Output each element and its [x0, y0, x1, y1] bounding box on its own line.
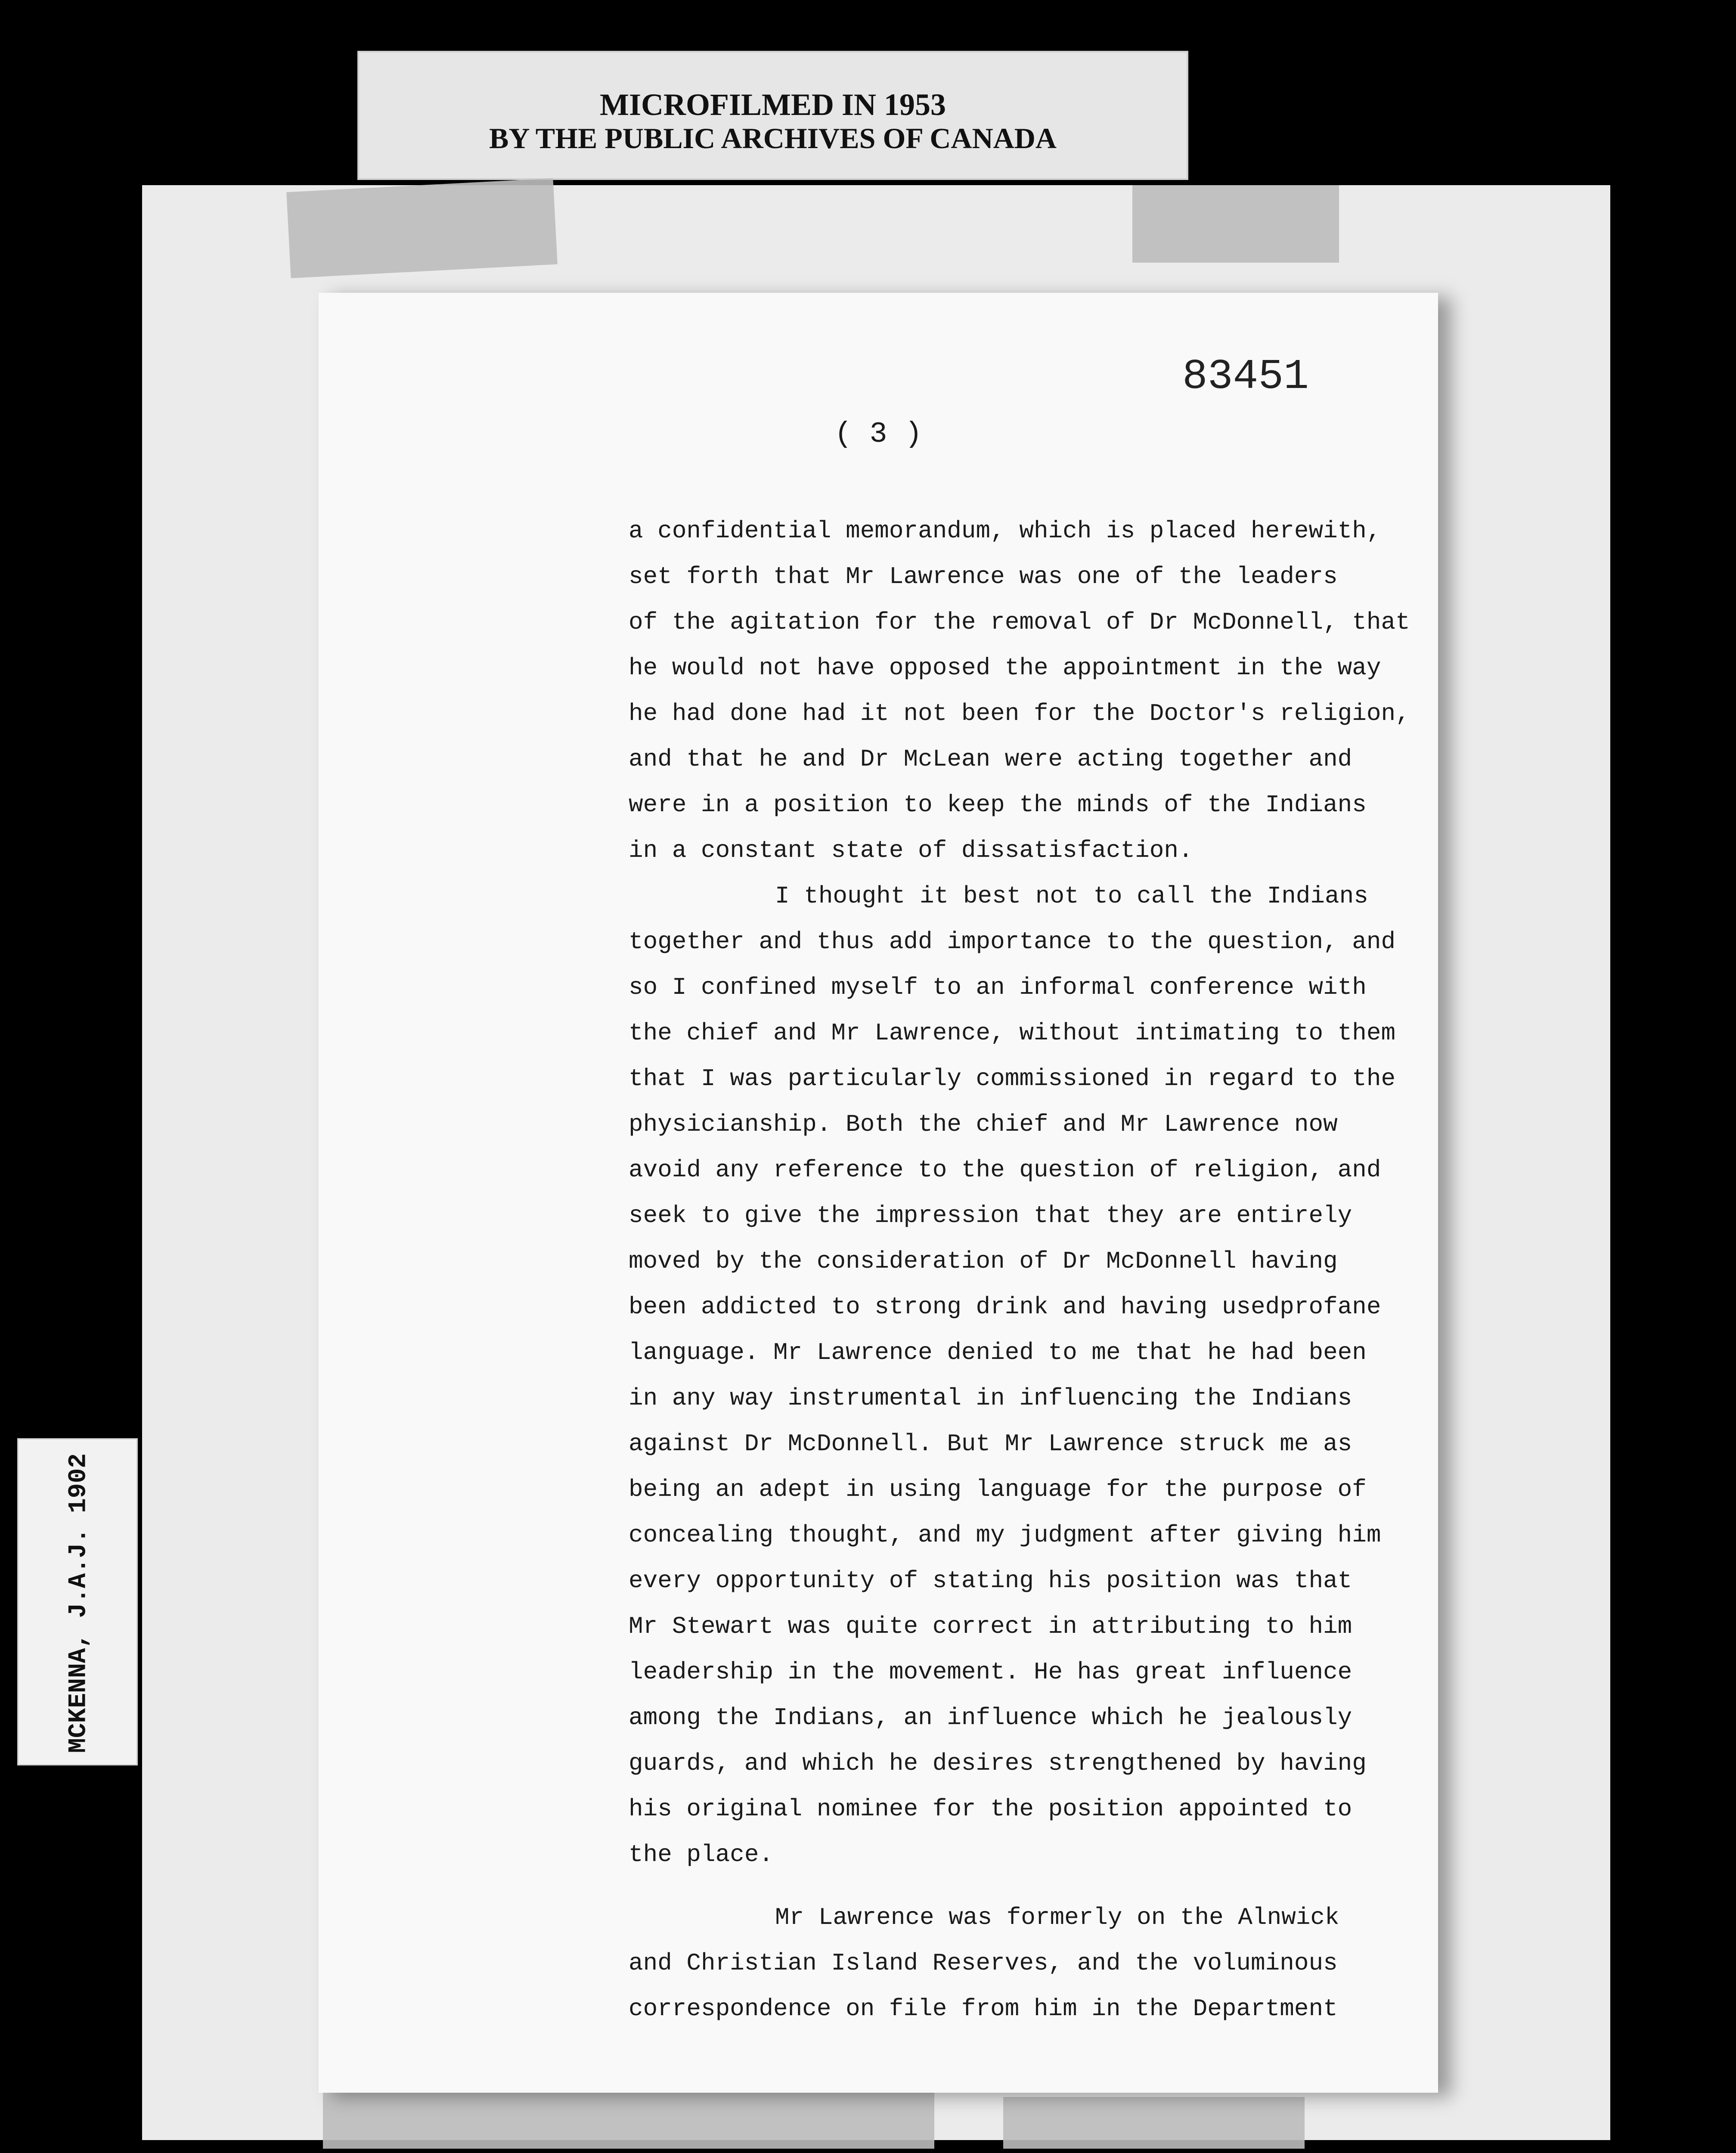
text-line: his original nominee for the position appointed to: [629, 1795, 1352, 1823]
text-line: in a constant state of dissatisfaction.: [629, 837, 1193, 864]
text-line: physicianship. Both the chief and Mr Lawrence now: [629, 1111, 1338, 1138]
text-line: and Christian Island Reserves, and the voluminous: [629, 1949, 1338, 1977]
text-line: the chief and Mr Lawrence, without intimating to them: [629, 1019, 1396, 1047]
file-side-label: [17, 1438, 138, 1765]
text-line: in any way instrumental in influencing the Indians: [629, 1384, 1352, 1412]
text-line: that I was particularly commissioned in regard to the: [629, 1065, 1396, 1092]
text-line: so I confined myself to an informal conference with: [629, 974, 1367, 1001]
paragraph-gap: [629, 1877, 1404, 1895]
document-body: [629, 508, 1410, 2032]
text-line: moved by the consideration of Dr McDonnell having: [629, 1247, 1338, 1275]
text-line: avoid any reference to the question of religion, and: [629, 1156, 1381, 1184]
text-line: among the Indians, an influence which he jealously: [629, 1704, 1352, 1731]
text-line: a confidential memorandum, which is placed herewith,: [629, 517, 1381, 545]
text-line: every opportunity of stating his position was that: [629, 1567, 1352, 1595]
tape-strip: [286, 178, 558, 278]
text-line: together and thus add importance to the question, and: [629, 928, 1396, 956]
typed-document-page: [319, 293, 1438, 2093]
text-line: been addicted to strong drink and having usedprofane: [629, 1293, 1381, 1321]
text-line: guards, and which he desires strengthened by having: [629, 1750, 1367, 1777]
text-line: correspondence on file from him in the Department: [629, 1995, 1338, 2023]
text-line: against Dr McDonnell. But Mr Lawrence struck me as: [629, 1430, 1352, 1458]
microfilm-banner: [357, 51, 1188, 180]
banner-line-1: MICROFILMED IN 1953: [600, 87, 946, 122]
banner-line-2: BY THE PUBLIC ARCHIVES OF CANADA: [489, 122, 1057, 155]
text-line: language. Mr Lawrence denied to me that he had been: [629, 1339, 1367, 1366]
text-line: he would not have opposed the appointment in the way: [629, 654, 1381, 682]
text-line: concealing thought, and my judgment after giving him: [629, 1521, 1381, 1549]
text-line: leadership in the movement. He has great influence: [629, 1658, 1352, 1686]
text-line: I thought it best not to call the Indians: [775, 882, 1368, 910]
text-line: being an adept in using language for the purpose of: [629, 1476, 1367, 1503]
text-line: Mr Lawrence was formerly on the Alnwick: [775, 1904, 1339, 1931]
text-line: the place.: [629, 1841, 774, 1868]
tape-strip: [1132, 185, 1339, 263]
tape-strip: [323, 2088, 934, 2149]
page-number: ( 3 ): [834, 418, 923, 451]
text-line: Mr Stewart was quite correct in attributing to him: [629, 1613, 1352, 1640]
text-line: seek to give the impression that they are entirely: [629, 1202, 1352, 1229]
text-line: set forth that Mr Lawrence was one of the leaders: [629, 563, 1338, 590]
tape-strip: [1003, 2097, 1305, 2149]
side-label-text: MCKENNA, J.A.J. 1902: [65, 1453, 93, 1753]
text-line: and that he and Dr McLean were acting together and: [629, 745, 1352, 773]
text-line: were in a position to keep the minds of the Indians: [629, 791, 1367, 819]
document-number: 83451: [1182, 353, 1309, 401]
text-line: he had done had it not been for the Doctor's religion,: [629, 700, 1410, 727]
text-line: of the agitation for the removal of Dr McDonnell, that: [629, 608, 1410, 636]
